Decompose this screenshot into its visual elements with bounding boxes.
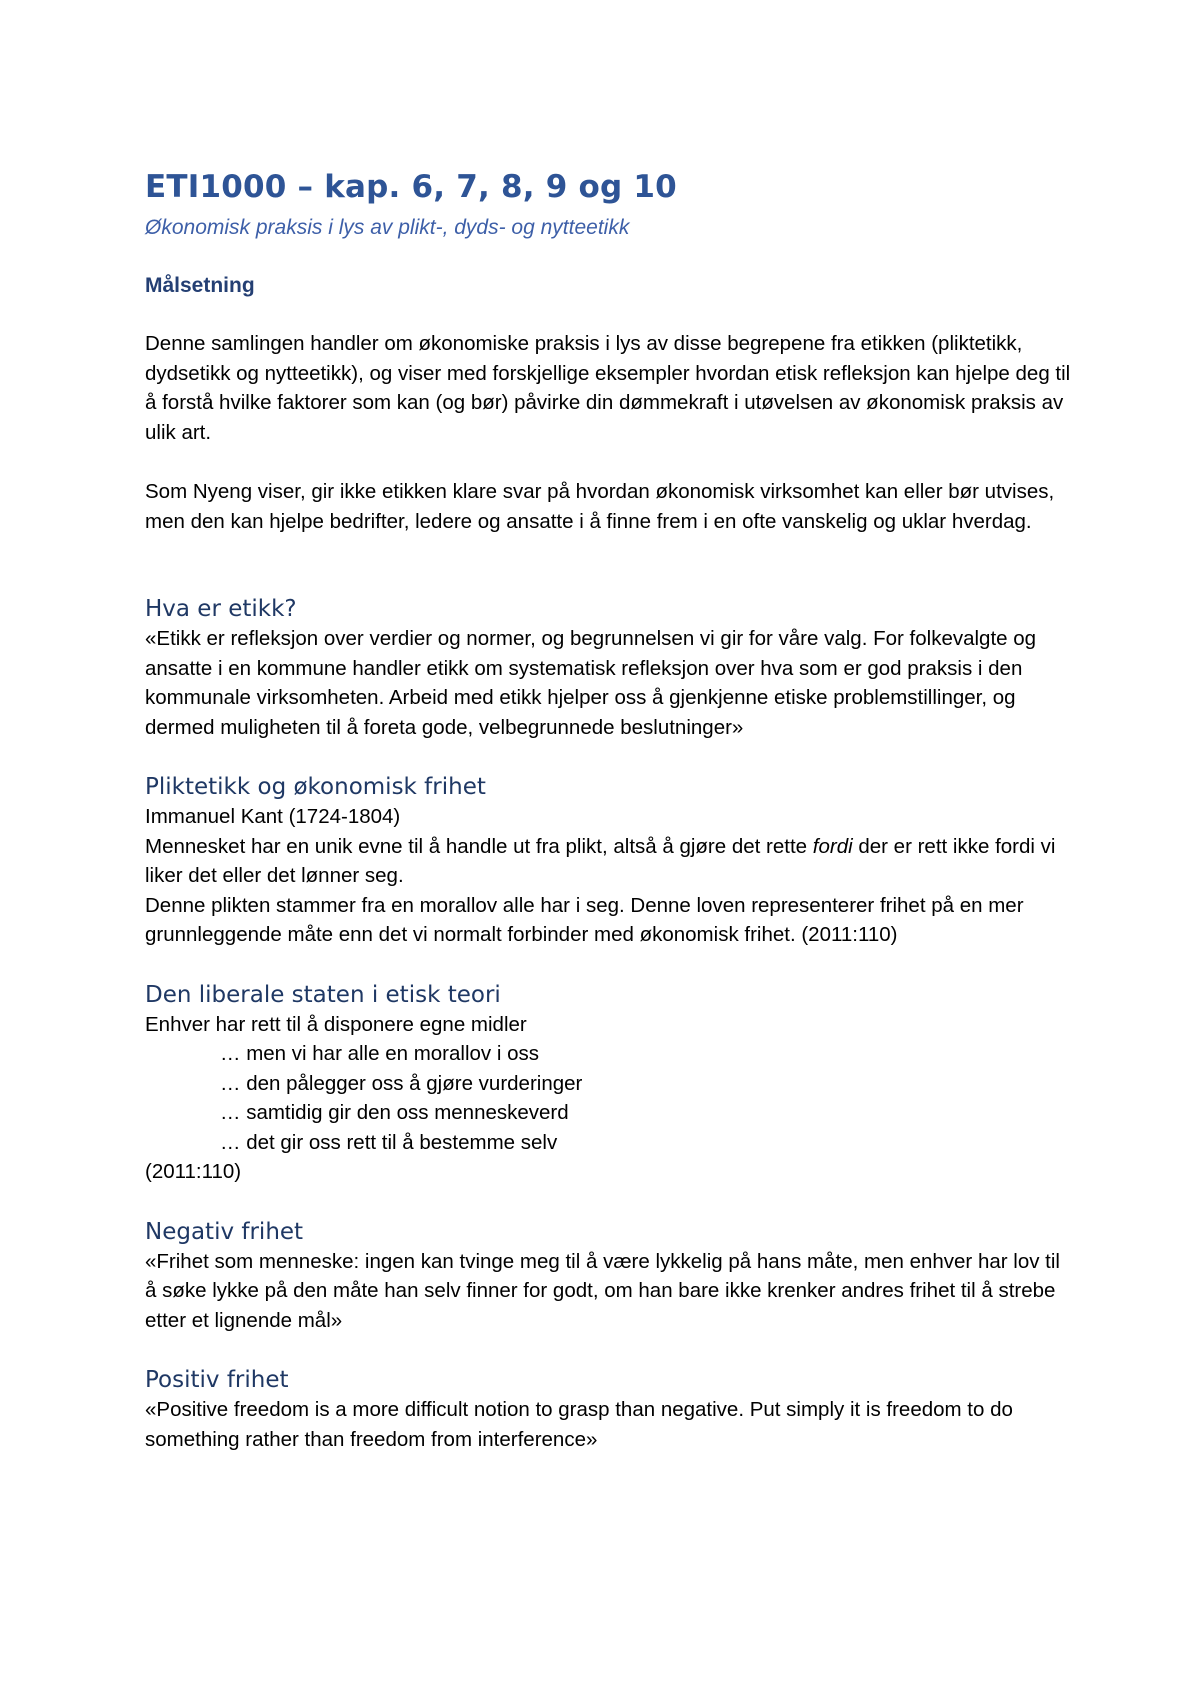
- section-heading-ethics: Hva er etikk?: [145, 596, 297, 622]
- duty-author: Immanuel Kant (1724-1804): [145, 805, 401, 828]
- document-subtitle: Økonomisk praksis i lys av plikt-, dyds- og nytteetikk: [145, 216, 630, 239]
- intro-paragraph-2: Som Nyeng viser, gir ikke etikken klare svar på hvordan økonomisk virksomhet kan eller bør utvises, men den kan hjelpe bedrifter, ledere og ansatte i å finne frem i en ofte vanskelig og uklar hverdag.: [145, 480, 1055, 533]
- positive-freedom-quote: «Positive freedom is a more difficult notion to grasp than negative. Put simply it is freedom to do something rather than freedom from interference»: [145, 1398, 1013, 1451]
- section-heading-positive-freedom: Positiv frihet: [145, 1367, 289, 1393]
- negative-freedom-quote: «Frihet som menneske: ingen kan tvinge meg til å være lykkelig på hans måte, men enhver har lov til å søke lykke på den måte han selv finner for godt, om han bare ikke krenker andres frihet til å strebe etter et lignende mål»: [145, 1249, 1060, 1332]
- liberal-line: … den pålegger oss å gjøre vurderinger: [220, 1071, 583, 1095]
- duty-text-part-1: Mennesket har en unik evne til å handle ut fra plikt, altså å gjøre det rette: [145, 834, 813, 858]
- liberal-citation: (2011:110): [145, 1160, 242, 1183]
- document-body: [145, 165, 1075, 1454]
- section-heading-liberal: Den liberale staten i etisk teori: [145, 981, 501, 1008]
- section-heading-negative-freedom: Negativ frihet: [145, 1218, 304, 1245]
- liberal-line: … det gir oss rett til å bestemme selv: [220, 1130, 558, 1154]
- liberal-intro: Enhver har rett til å disponere egne midler: [145, 1012, 527, 1036]
- document-title: ETI1000 – kap. 6, 7, 8, 9 og 10: [145, 169, 677, 205]
- ethics-quote: «Etikk er refleksjon over verdier og normer, og begrunnelsen vi gir for våre valg. For folkevalgte og ansatte i en kommune handler etikk om systematisk refleksjon over hva som er god praksis i den kommunale virksomheten. Arbeid med etikk hjelper oss å gjenkjenne etiske problemstillinger, og dermed muligheten til å foreta gode, velbegrunnede beslutninger»: [145, 627, 1037, 739]
- duty-text-part-2: der er rett ikke fordi vi liker det eller det lønner seg.: [145, 834, 1056, 887]
- duty-italic-word: fordi: [812, 834, 853, 858]
- liberal-line: … samtidig gir den oss menneskeverd: [220, 1101, 569, 1124]
- goal-heading: Målsetning: [145, 274, 255, 297]
- duty-paragraph-2: Denne plikten stammer fra en morallov alle har i seg. Denne loven representerer frihet på en mer grunnleggende måte enn det vi normalt forbinder med økonomisk frihet. (2011:110): [145, 893, 1024, 946]
- liberal-line: … men vi har alle en morallov i oss: [220, 1042, 540, 1065]
- intro-paragraph-1: Denne samlingen handler om økonomiske praksis i lys av disse begrepene fra etikken (pliktetikk, dydsetikk og nytteetikk), og viser med forskjellige eksempler hvordan etisk refleksjon kan hjelpe deg til å forstå hvilke faktorer som kan (og bør) påvirke din dømmekraft i utøvelsen av økonomisk praksis av ulik art.: [145, 332, 1071, 444]
- duty-paragraph-1: [145, 832, 1075, 891]
- section-heading-duty: Pliktetikk og økonomisk frihet: [145, 774, 486, 800]
- liberal-list: [145, 1039, 1075, 1157]
